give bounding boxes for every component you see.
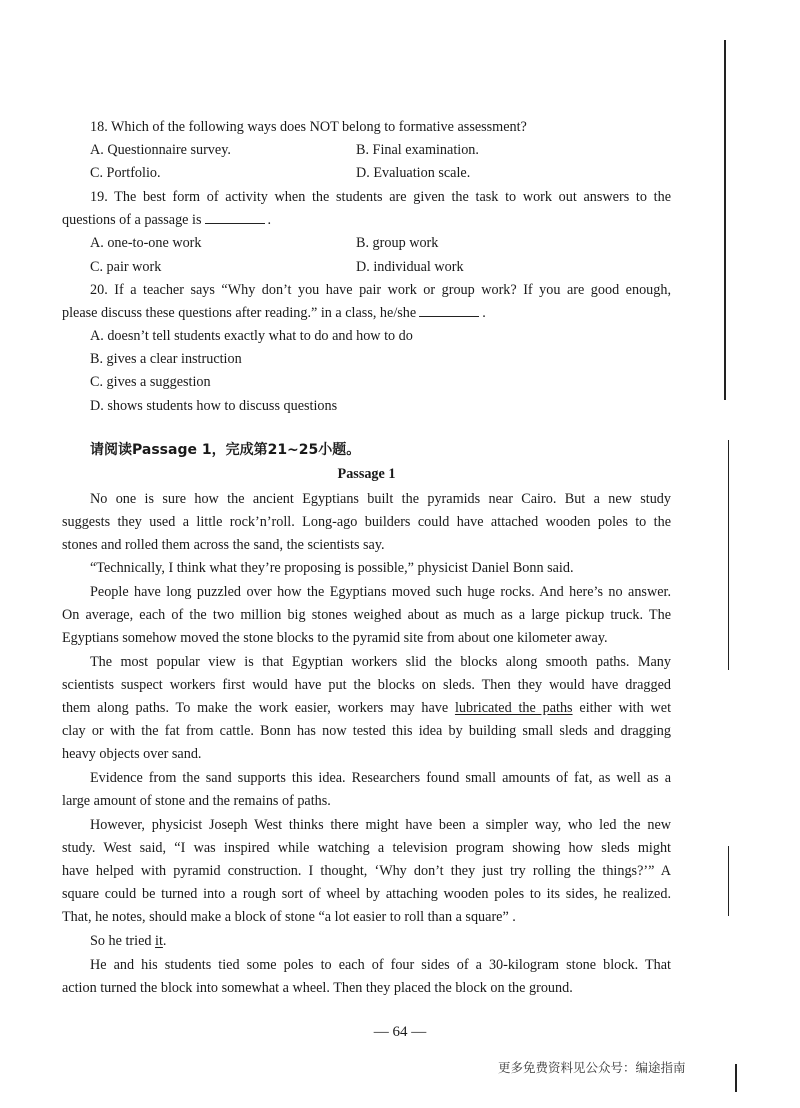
p8-line2: action turned the block into somewhat a wheel. Then they placed the block on the ground. bbox=[62, 980, 573, 996]
q20-option-b: B. gives a clear instruction bbox=[90, 351, 242, 367]
p3-line1: People have long puzzled over how the Egyptians moved such huge rocks. And here’s no answer. bbox=[90, 584, 671, 600]
p1-line2: suggests they used a little rock’n’roll. Long-ago builders could have attached wooden poles to the bbox=[62, 514, 671, 530]
underlined-phrase: lubricated the paths bbox=[454, 700, 573, 716]
q19-option-a: A. one-to-one work bbox=[90, 235, 202, 251]
q18-option-d: D. Evaluation scale. bbox=[356, 165, 471, 181]
page-number: — 64 — bbox=[373, 1024, 427, 1040]
p4-line3-end: either with wet bbox=[579, 700, 672, 716]
p4-line3 bbox=[62, 699, 671, 717]
p4-line5: heavy objects over sand. bbox=[62, 746, 202, 762]
question-20-stem-line1: 20. If a teacher says “Why don’t you have pair work or group work? If you are good enough, bbox=[90, 282, 671, 298]
p6-line2: study. West said, “I was inspired while watching a television program showing how sleds might bbox=[62, 840, 671, 856]
q20-stem-text: please discuss these questions after reading.” in a class, he/she bbox=[62, 305, 417, 321]
p7-line1 bbox=[90, 932, 166, 950]
q19-option-b: B. group work bbox=[356, 235, 439, 251]
q18-option-a: A. Questionnaire survey. bbox=[90, 142, 231, 158]
scan-edge-mark bbox=[724, 40, 726, 400]
question-18-stem: 18. Which of the following ways does NOT belong to formative assessment? bbox=[90, 119, 527, 135]
q20-stem-end: . bbox=[482, 305, 486, 321]
p6-line4: square could be turned into a rough sort of wheel by attaching wooden poles to its sides, he realized. bbox=[62, 886, 671, 902]
p5-line2: large amount of stone and the remains of paths. bbox=[62, 793, 331, 809]
p6-line1: However, physicist Joseph West thinks there might have been a simpler way, who led the new bbox=[90, 817, 671, 833]
q19-option-d: D. individual work bbox=[356, 259, 464, 275]
q20-option-c: C. gives a suggestion bbox=[90, 374, 211, 390]
p4-line3-start: them along paths. To make the work easier, workers may have bbox=[62, 700, 449, 716]
p6-line3: have helped with pyramid construction. I thought, ‘Why don’t they just try rolling the things?’” A bbox=[62, 863, 671, 879]
q18-option-c: C. Portfolio. bbox=[90, 165, 161, 181]
p1-line1: No one is sure how the ancient Egyptians built the pyramids near Cairo. But a new study bbox=[90, 491, 671, 507]
p4-line1: The most popular view is that Egyptian workers slid the blocks along smooth paths. Many bbox=[90, 654, 671, 670]
passage-instruction: 请阅读Passage 1，完成第21~25小题。 bbox=[90, 442, 361, 458]
answer-blank bbox=[205, 211, 265, 224]
scan-edge-mark bbox=[735, 1064, 737, 1092]
question-19-stem-line2 bbox=[62, 211, 271, 229]
q19-stem-end: . bbox=[267, 212, 272, 228]
q18-option-b: B. Final examination. bbox=[356, 142, 479, 158]
underlined-word: it bbox=[155, 933, 163, 949]
scan-edge-mark bbox=[728, 440, 729, 670]
question-20-stem-line2 bbox=[62, 304, 486, 322]
q20-option-a: A. doesn’t tell students exactly what to do and how to do bbox=[90, 328, 413, 344]
p5-line1: Evidence from the sand supports this idea. Researchers found small amounts of fat, as well as a bbox=[90, 770, 671, 786]
p2-line1: “Technically, I think what they’re proposing is possible,” physicist Daniel Bonn said. bbox=[90, 560, 574, 576]
q19-option-c: C. pair work bbox=[90, 259, 162, 275]
q19-stem-text: questions of a passage is bbox=[62, 212, 202, 228]
scan-edge-mark bbox=[728, 846, 729, 916]
footer-note: 更多免费资料见公众号：编途指南 bbox=[498, 1060, 686, 1075]
p1-line3: stones and rolled them across the sand, the scientists say. bbox=[62, 537, 385, 553]
p4-line2: scientists suspect workers first would have put the blocks on sleds. Then they would have dragged bbox=[62, 677, 671, 693]
passage-title: Passage 1 bbox=[337, 466, 396, 482]
q20-option-d: D. shows students how to discuss questions bbox=[90, 398, 338, 414]
p6-line5: That, he notes, should make a block of stone “a lot easier to roll than a square” . bbox=[62, 909, 516, 925]
p7-text: So he tried bbox=[90, 933, 152, 949]
answer-blank bbox=[419, 304, 479, 317]
p3-line2: On average, each of the two million big stones weighed about as much as a large pickup truck. The bbox=[62, 607, 671, 623]
question-19-stem-line1: 19. The best form of activity when the students are given the task to work out answers to the bbox=[90, 189, 671, 205]
p8-line1: He and his students tied some poles to each of four sides of a 30-kilogram stone block. That bbox=[90, 957, 671, 973]
p3-line3: Egyptians somehow moved the stone blocks to the pyramid site from about one kilometer away. bbox=[62, 630, 608, 646]
p4-line4: clay or with the fat from cattle. Bonn has now tested this idea by building small sleds and dragging bbox=[62, 723, 671, 739]
p7-end: . bbox=[162, 933, 167, 949]
